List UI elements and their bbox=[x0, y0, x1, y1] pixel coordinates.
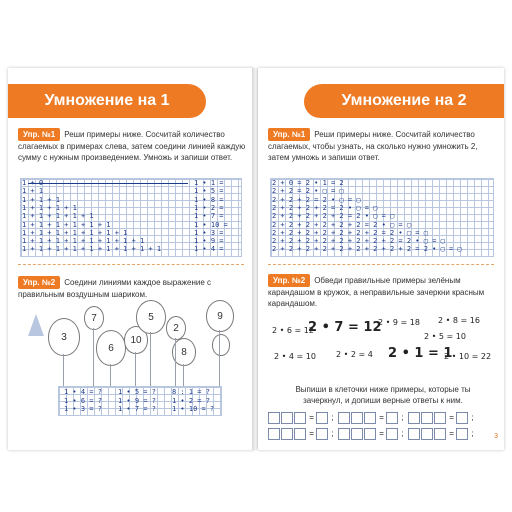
balloon-10[interactable]: 10 bbox=[124, 326, 148, 354]
balloon-2[interactable]: 2 bbox=[166, 316, 186, 340]
example-row: 1 • 4 = bbox=[194, 245, 224, 254]
right-exercise-2-tag: Упр. №2 bbox=[268, 274, 310, 287]
page-number: 3 bbox=[494, 433, 498, 440]
example-row: 2 + 2 + 2 + 2 + 2 + 2 = 2 • ▢ = ▢ bbox=[272, 220, 412, 229]
answer-box[interactable] bbox=[316, 428, 328, 440]
example-row: 1 + 0 bbox=[22, 179, 44, 187]
left-exercise-1-text: Реши примеры ниже. Сосчитай количество слагаемых в примерах слева, затем соедини линией каждую сумму с нужным произведением. Умножь и запиши ответ. bbox=[18, 130, 246, 162]
left-exercise-1-instructions bbox=[18, 128, 246, 163]
balloon-expression[interactable]: 8 : 1 = ? bbox=[172, 388, 210, 396]
equation[interactable]: 2 • 7 = 12 bbox=[308, 320, 382, 335]
balloon-6[interactable]: 6 bbox=[96, 330, 126, 366]
answer-box[interactable] bbox=[268, 428, 280, 440]
paper-plane-icon bbox=[28, 314, 44, 336]
answer-row-1: = ; = ; = ; bbox=[268, 412, 474, 424]
right-page-title: Умножение на 2 bbox=[304, 84, 504, 118]
balloon-expression[interactable]: 1 • 10 = ? bbox=[172, 405, 215, 413]
answer-box[interactable] bbox=[408, 428, 420, 440]
answer-box[interactable] bbox=[434, 428, 446, 440]
answer-box[interactable] bbox=[338, 428, 350, 440]
answer-box[interactable] bbox=[281, 428, 293, 440]
right-exercise-1-text: Реши примеры ниже. Сосчитай количество слагаемых, чтобы узнать, на сколько нужно умножить 2, затем умножь и запиши ответ. bbox=[268, 130, 478, 162]
left-page bbox=[8, 68, 254, 450]
answer-box[interactable] bbox=[281, 412, 293, 424]
balloon-blank[interactable] bbox=[212, 334, 230, 356]
answer-box[interactable] bbox=[421, 412, 433, 424]
example-row: 1 • 7 = bbox=[194, 212, 224, 221]
answer-box[interactable] bbox=[294, 412, 306, 424]
example-row: 1 • 3 = bbox=[194, 228, 224, 237]
example-row: 1 + 1 + 1 + 1 + 1 + 1 + 1 bbox=[22, 228, 128, 237]
balloon-expression[interactable]: 1 • 9 = ? bbox=[118, 396, 156, 405]
balloon-7[interactable]: 7 bbox=[84, 306, 104, 330]
example-row: 1 • 2 = bbox=[194, 203, 224, 212]
right-exercise-3-instructions: Выпиши в клеточки ниже примеры, которые ты зачеркнул, и допиши верные ответы к ним. bbox=[295, 385, 471, 405]
divider bbox=[268, 264, 494, 265]
example-row: 2 + 2 + 2 + 2 + 2 = 2 • ▢ = ▢ bbox=[272, 212, 395, 221]
balloon-expression[interactable]: 1 • 3 = ? bbox=[64, 405, 102, 413]
answer-box[interactable] bbox=[386, 428, 398, 440]
example-row: 1 + 1 + 1 + 1 + 1 + 1 + 1 + 1 bbox=[22, 237, 145, 246]
left-exercise-2-tag: Упр. №2 bbox=[18, 276, 60, 289]
answer-row-2: = ; = ; = ; bbox=[268, 428, 474, 440]
example-row: 1 + 1 + 1 + 1 + 1 + 1 bbox=[22, 220, 111, 229]
example-row: 1 • 1 = bbox=[194, 179, 224, 187]
example-row: 1 + 1 bbox=[22, 187, 44, 196]
connector-line bbox=[28, 183, 188, 184]
example-row: 1 • 10 = bbox=[194, 220, 228, 229]
answer-box[interactable] bbox=[364, 428, 376, 440]
example-row: 1 + 1 + 1 + 1 + 1 + 1 + 1 + 1 + 1 bbox=[22, 245, 162, 254]
right-exercise-2-text: Обведи правильные примеры зелёным карандашом в кружок, а неправильные зачеркни красным карандашом. bbox=[268, 276, 485, 308]
right-exercise-1-tag: Упр. №1 bbox=[268, 128, 310, 141]
example-row: 1 + 1 + 1 + 1 + 1 bbox=[22, 212, 94, 221]
balloon-3[interactable]: 3 bbox=[48, 318, 80, 356]
example-row: 2 + 2 = 2 • ▢ = ▢ bbox=[272, 187, 344, 196]
answer-box[interactable] bbox=[316, 412, 328, 424]
balloon-expression[interactable]: 1 • 2 = ? bbox=[172, 396, 210, 405]
answer-box[interactable] bbox=[456, 412, 468, 424]
example-row: 1 + 1 + 1 bbox=[22, 195, 60, 204]
answer-box[interactable] bbox=[434, 412, 446, 424]
balloon-expression[interactable]: 1 • 6 = ? bbox=[64, 396, 102, 405]
example-row: 1 • 9 = bbox=[194, 237, 224, 246]
example-row: 1 • 8 = bbox=[194, 195, 224, 204]
equation[interactable]: 2 • 6 = 12 bbox=[272, 326, 314, 335]
left-exercise-2-text: Соедини линиями каждое выражение с правильным воздушным шариком. bbox=[18, 278, 212, 299]
example-row: 2 + 0 = 2 • 1 = 2 bbox=[272, 179, 344, 187]
example-row: 2 + 2 + 2 = 2 • ▢ = ▢ bbox=[272, 195, 361, 204]
answer-box[interactable] bbox=[351, 428, 363, 440]
example-row: 1 • 5 = bbox=[194, 187, 224, 196]
example-row: 2 + 2 + 2 + 2 + 2 + 2 + 2 + 2 + 2 = 2 • ▢ = ▢ bbox=[272, 245, 462, 254]
divider bbox=[18, 264, 244, 265]
left-exercise-1-tag: Упр. №1 bbox=[18, 128, 60, 141]
equation[interactable]: 2 • 2 = 4 bbox=[336, 350, 373, 359]
equation[interactable]: 2 • 1 = 1 bbox=[388, 346, 453, 361]
equation[interactable]: 2 • 5 = 10 bbox=[424, 332, 466, 341]
example-row: 2 + 2 + 2 + 2 + 2 + 2 + 2 + 2 = 2 • ▢ = ▢ bbox=[272, 237, 445, 246]
balloon-8[interactable]: 8 bbox=[172, 338, 196, 366]
balloon-expression[interactable]: 1 • 7 = ? bbox=[118, 405, 156, 413]
right-exercise-1-instructions bbox=[268, 128, 496, 163]
right-page bbox=[258, 68, 504, 450]
answer-box[interactable] bbox=[386, 412, 398, 424]
balloon-9[interactable]: 9 bbox=[206, 300, 234, 332]
balloon-expression[interactable]: 1 • 4 = ? bbox=[64, 388, 102, 396]
answer-box[interactable] bbox=[408, 412, 420, 424]
equation[interactable]: 2 • 9 = 18 bbox=[378, 318, 420, 327]
example-row: 2 + 2 + 2 + 2 + 2 + 2 + 2 = 2 • ▢ = ▢ bbox=[272, 228, 428, 237]
workbook-spread bbox=[8, 68, 504, 450]
answer-box[interactable] bbox=[364, 412, 376, 424]
example-row: 1 + 1 + 1 + 1 bbox=[22, 203, 77, 212]
right-exercise-2-instructions bbox=[268, 274, 496, 309]
balloon-5[interactable]: 5 bbox=[136, 300, 166, 334]
left-exercise-2-instructions bbox=[18, 276, 246, 300]
answer-box[interactable] bbox=[294, 428, 306, 440]
equation[interactable]: 2 • 4 = 10 bbox=[274, 352, 316, 361]
answer-box[interactable] bbox=[421, 428, 433, 440]
answer-box[interactable] bbox=[268, 412, 280, 424]
balloon-expression[interactable]: 1 • 5 = ? bbox=[118, 388, 156, 396]
example-row: 2 + 2 + 2 + 2 = 2 • ▢ = ▢ bbox=[272, 203, 378, 212]
answer-box[interactable] bbox=[351, 412, 363, 424]
answer-box[interactable] bbox=[338, 412, 350, 424]
left-page-title: Умножение на 1 bbox=[8, 84, 206, 118]
answer-box[interactable] bbox=[456, 428, 468, 440]
equation[interactable]: 2 • 8 = 16 bbox=[438, 316, 480, 325]
equation[interactable]: 2 • 10 = 22 bbox=[444, 352, 492, 361]
